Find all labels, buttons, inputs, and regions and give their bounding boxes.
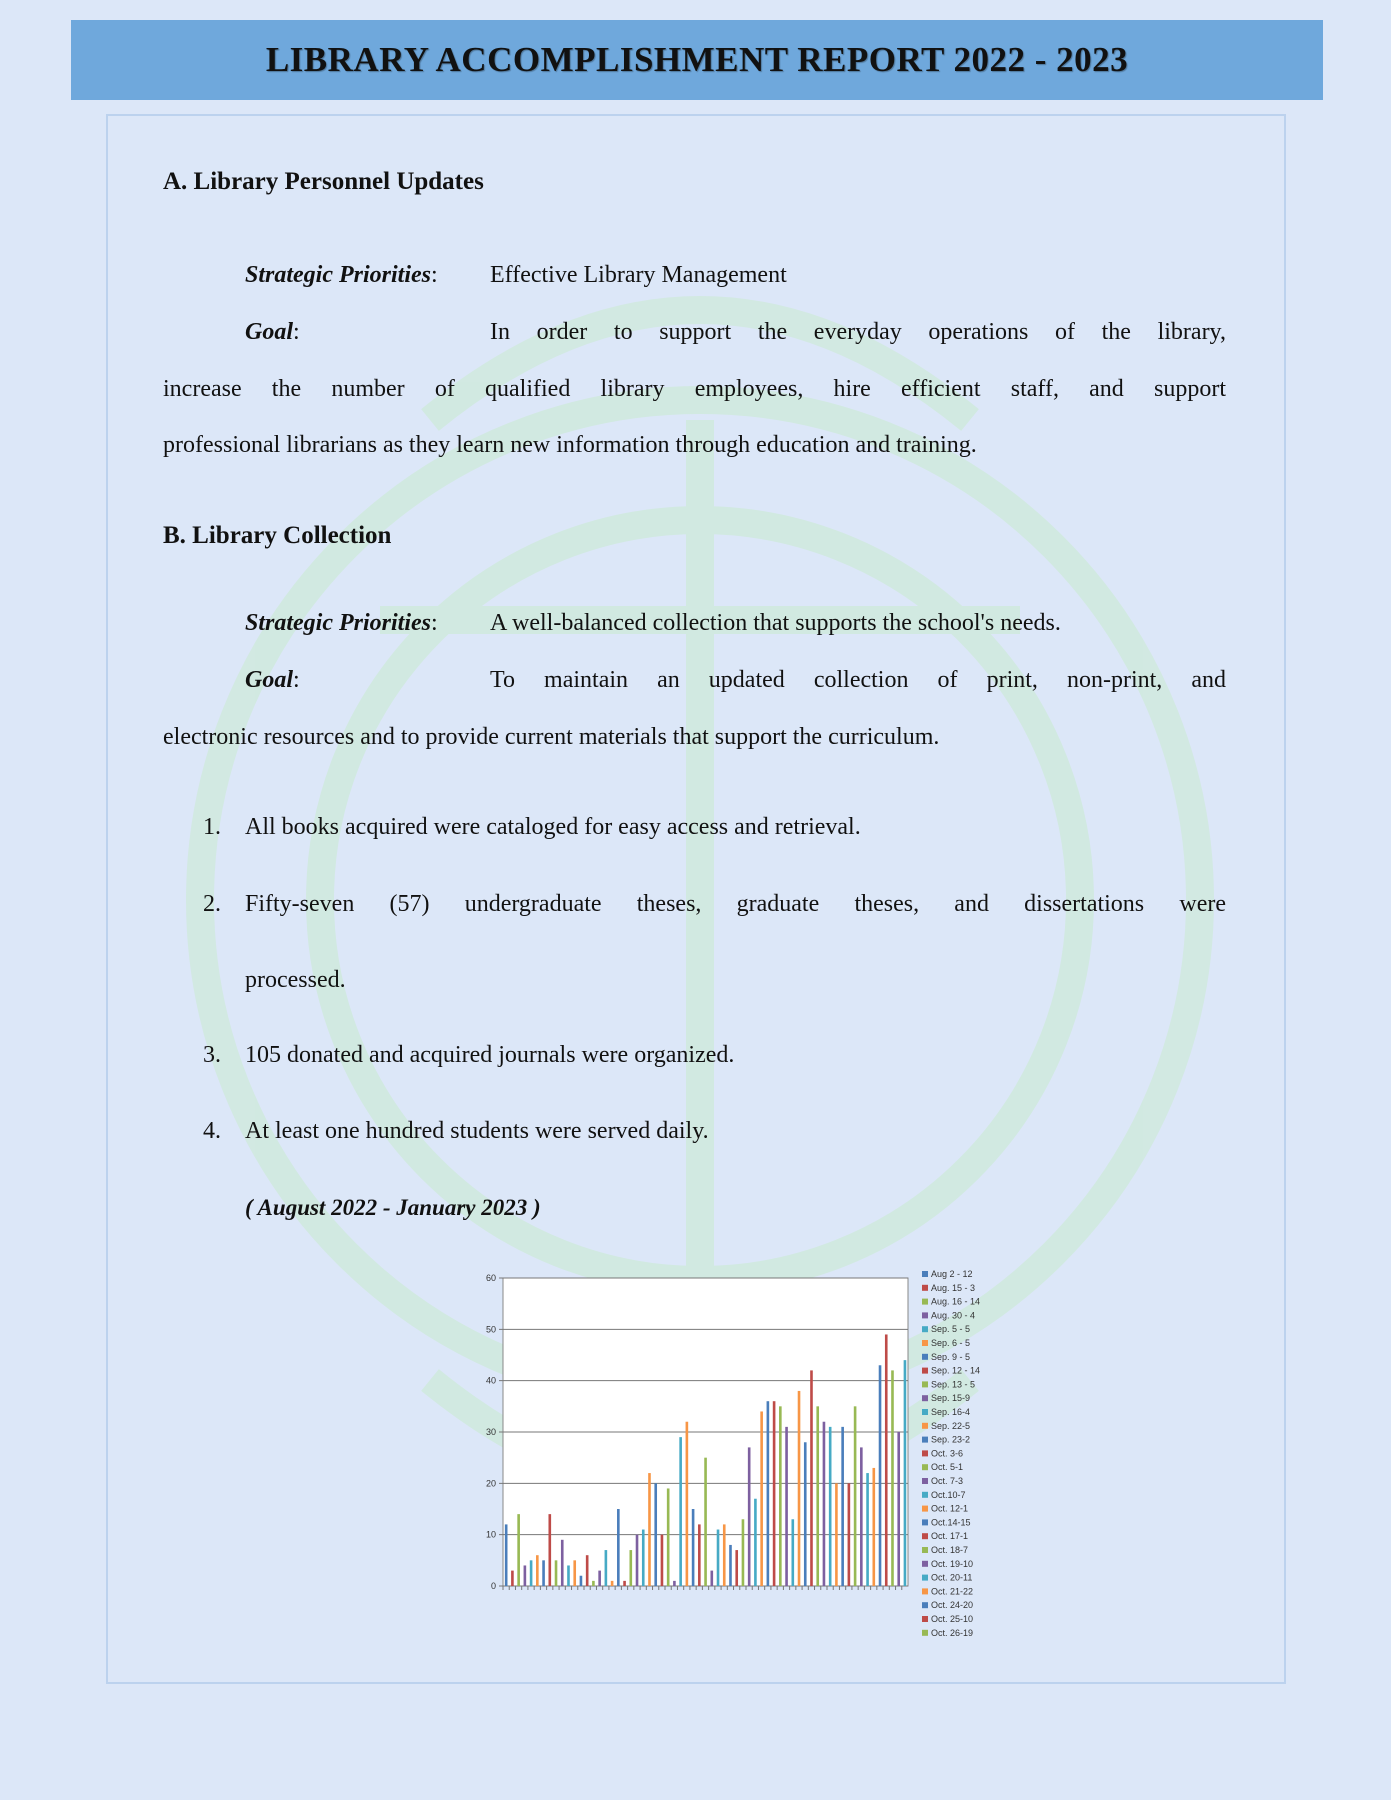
legend-swatch [922,1616,928,1622]
bar [623,1581,626,1586]
bar [897,1432,900,1586]
list-item: At least one hundred students were served daily. [245,1118,709,1144]
bar [860,1447,863,1586]
legend-label: Oct. 17-1 [931,1531,969,1542]
legend-label: Aug. 15 - 3 [931,1282,976,1293]
legend-swatch [922,1561,928,1567]
section-b-heading: B. Library Collection [163,522,392,549]
legend-label: Aug. 30 - 4 [931,1310,976,1321]
bar [704,1458,707,1586]
period-label: ( August 2022 - January 2023 ) [245,1195,541,1220]
bar [798,1391,801,1586]
list-item: All books acquired were cataloged for easy access and retrieval. [245,814,861,840]
bar [804,1442,807,1586]
bar [661,1535,664,1586]
legend-label: Sep. 9 - 5 [931,1351,971,1362]
section-b-priorities-label: Strategic Priorities: [245,610,438,636]
bar [605,1550,608,1586]
y-tick-label: 50 [485,1324,496,1335]
bar [611,1581,614,1586]
bar [536,1555,539,1586]
legend-swatch [922,1409,928,1415]
legend-label: Aug 2 - 12 [931,1269,973,1279]
priorities-label: Strategic Priorities [245,610,431,636]
y-tick-label: 20 [485,1478,496,1489]
bar [561,1540,564,1586]
legend-swatch [922,1271,928,1277]
legend-swatch [922,1285,928,1291]
section-a-priorities-value: Effective Library Management [490,262,787,288]
legend-label: Sep. 12 - 14 [931,1365,981,1376]
bar [686,1422,689,1586]
bar [698,1524,701,1586]
legend-label: Oct. 19-10 [931,1558,974,1569]
legend-label: Oct. 26-19 [931,1627,974,1638]
legend-swatch [922,1450,928,1456]
section-a-priorities-label: Strategic Priorities: [245,262,438,288]
list-number: 3. [203,1042,221,1068]
legend-label: Aug. 16 - 14 [931,1296,981,1307]
legend-label: Oct.10-7 [931,1489,966,1500]
priorities-label: Strategic Priorities [245,262,431,288]
legend-label: Oct. 3-6 [931,1448,964,1459]
bar [692,1509,695,1586]
legend-label: Oct. 5-1 [931,1462,964,1473]
bar [829,1427,832,1586]
bar [791,1519,794,1586]
legend-swatch [922,1519,928,1525]
bar [517,1514,520,1586]
legend-swatch [922,1354,928,1360]
bar [891,1370,894,1586]
legend-label: Sep. 15-9 [931,1393,971,1404]
bar [729,1545,732,1586]
legend-swatch [922,1602,928,1608]
legend-swatch [922,1464,928,1470]
legend-label: Oct.14-15 [931,1517,971,1528]
list-number: 4. [203,1118,221,1144]
list-number: 2. [203,891,221,917]
legend-swatch [922,1312,928,1318]
section-b-goal-label: Goal: [245,667,300,693]
bar [592,1581,595,1586]
bar [785,1427,788,1586]
legend-swatch [922,1368,928,1374]
bar [573,1560,576,1586]
bar [524,1565,527,1586]
section-b-goal-line2: electronic resources and to provide current materials that support the curriculum. [163,724,940,750]
report-header [71,20,1323,100]
section-a-goal-label: Goal: [245,319,300,345]
bar [648,1473,651,1586]
section-a-goal-line3: professional librarians as they learn new information through education and training. [163,432,977,458]
bar [642,1530,645,1586]
legend-label: Oct. 12-1 [931,1503,969,1514]
bar [679,1437,682,1586]
bar [586,1555,589,1586]
bar [548,1514,551,1586]
legend-swatch [922,1506,928,1512]
bar [773,1401,776,1586]
bar [530,1560,533,1586]
bar [598,1571,601,1586]
legend-label: Sep. 23-2 [931,1434,971,1445]
bar [629,1550,632,1586]
bar [823,1422,826,1586]
bar [505,1524,508,1586]
legend-label: Sep. 13 - 5 [931,1379,976,1390]
legend-swatch [922,1478,928,1484]
bar [872,1468,875,1586]
bar [580,1576,583,1586]
bar [723,1524,726,1586]
bar [760,1411,763,1586]
legend-swatch [922,1492,928,1498]
legend-swatch [922,1588,928,1594]
list-number: 1. [203,814,221,840]
bar [636,1535,639,1586]
bar [735,1550,738,1586]
bar [904,1360,907,1586]
bar [742,1519,745,1586]
y-tick-label: 10 [485,1529,496,1540]
legend-label: Oct. 20-11 [931,1572,973,1583]
list-item: Fifty-seven (57) undergraduate theses, graduate theses, and dissertations were [245,891,1226,917]
legend-label: Oct. 7-3 [931,1476,964,1486]
legend-swatch [922,1437,928,1443]
bar [854,1406,857,1586]
legend-label: Oct. 25-10 [931,1614,974,1624]
section-b-priorities-value: A well-balanced collection that supports the school's needs. [490,610,1061,636]
goal-label: Goal [245,319,293,345]
goal-label: Goal [245,667,293,693]
legend-label: Sep. 22-5 [931,1420,971,1431]
bar [779,1406,782,1586]
bar [667,1488,670,1586]
y-tick-label: 40 [485,1375,496,1386]
legend-swatch [922,1395,928,1401]
legend-label: Oct. 18-7 [931,1545,969,1555]
section-a-goal-line2: increase the number of qualified library employees, hire efficient staff, and support [163,376,1226,402]
bar [879,1365,882,1586]
list-item-continued: processed. [245,967,346,993]
bar [866,1473,869,1586]
section-a-goal-line1: In order to support the everyday operations of the library, [490,319,1226,345]
bar [810,1370,813,1586]
legend-label: Sep. 6 - 5 [931,1338,971,1348]
y-tick-label: 0 [490,1581,496,1591]
legend-label: Sep. 16-4 [931,1407,971,1417]
legend-swatch [922,1630,928,1636]
legend-swatch [922,1575,928,1581]
legend-swatch [922,1381,928,1387]
legend-label: Oct. 21-22 [931,1586,974,1597]
bar [617,1509,620,1586]
section-a-heading: A. Library Personnel Updates [163,168,484,195]
section-b-goal-line1: To maintain an updated collection of print, non-print, and [490,667,1226,693]
bar [848,1483,851,1586]
bar [767,1401,770,1586]
list-item: 105 donated and acquired journals were organized. [245,1042,735,1068]
bar [717,1530,720,1586]
bar [567,1565,570,1586]
legend-swatch [922,1326,928,1332]
legend-swatch [922,1340,928,1346]
bar [710,1571,713,1586]
daily-visitors-bar-chart [470,1265,990,1650]
report-title: LIBRARY ACCOMPLISHMENT REPORT 2022 - 2023 [265,40,1129,79]
bar [841,1427,844,1586]
bar [816,1406,819,1586]
bar [555,1560,558,1586]
bar [835,1483,838,1586]
legend-label: Sep. 5 - 5 [931,1324,971,1335]
bar [511,1571,514,1586]
bar [673,1581,676,1586]
legend-swatch [922,1299,928,1305]
bar [748,1447,751,1586]
y-tick-label: 60 [485,1273,496,1283]
legend-swatch [922,1423,928,1429]
legend-swatch [922,1533,928,1539]
legend-label: Oct. 24-20 [931,1600,974,1611]
bar [542,1560,545,1586]
bar [754,1499,757,1586]
y-tick-label: 30 [485,1427,496,1437]
bar [654,1483,657,1586]
legend-swatch [922,1547,928,1553]
bar [885,1334,888,1586]
